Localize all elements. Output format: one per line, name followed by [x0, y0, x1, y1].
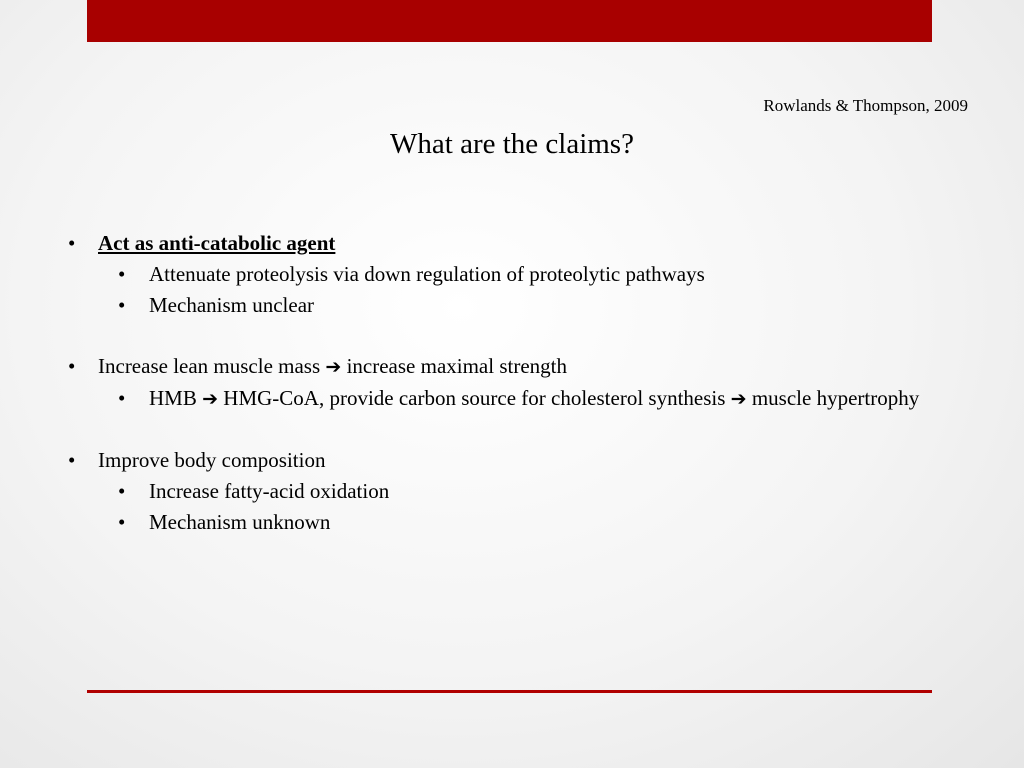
arrow-icon: ➔: [325, 356, 342, 378]
bullet-lean-mass: [68, 351, 978, 383]
sub-bullet: • Increase fatty-acid oxidation: [68, 476, 978, 507]
citation: Rowlands & Thompson, 2009: [763, 96, 968, 115]
sub-bullet: • Mechanism unclear: [68, 290, 978, 321]
sub-text: HMG-CoA, provide carbon source for cholesterol synthesis: [223, 386, 726, 410]
bullet-body-composition: [68, 445, 978, 476]
bullet-list: [68, 228, 978, 538]
sub-bullet: [68, 383, 978, 415]
top-accent-bar: [87, 0, 932, 42]
sub-bullet: • Attenuate proteolysis via down regulation of proteolytic pathways: [68, 259, 978, 290]
slide-title: What are the claims?: [390, 128, 634, 160]
bullet-anti-catabolic: [68, 228, 978, 259]
arrow-icon: ➔: [202, 388, 219, 410]
bullet-text: increase maximal strength: [346, 354, 567, 378]
sub-text: muscle hypertrophy: [751, 386, 920, 410]
bullet-heading: Act as anti-catabolic agent: [98, 231, 336, 255]
sub-text: HMB: [149, 386, 197, 410]
bottom-divider: [87, 690, 932, 693]
bullet-text: Increase lean muscle mass: [98, 354, 321, 378]
sub-bullet: • Mechanism unknown: [68, 507, 978, 538]
arrow-icon: ➔: [730, 388, 747, 410]
bullet-text: Improve body composition: [98, 448, 326, 472]
